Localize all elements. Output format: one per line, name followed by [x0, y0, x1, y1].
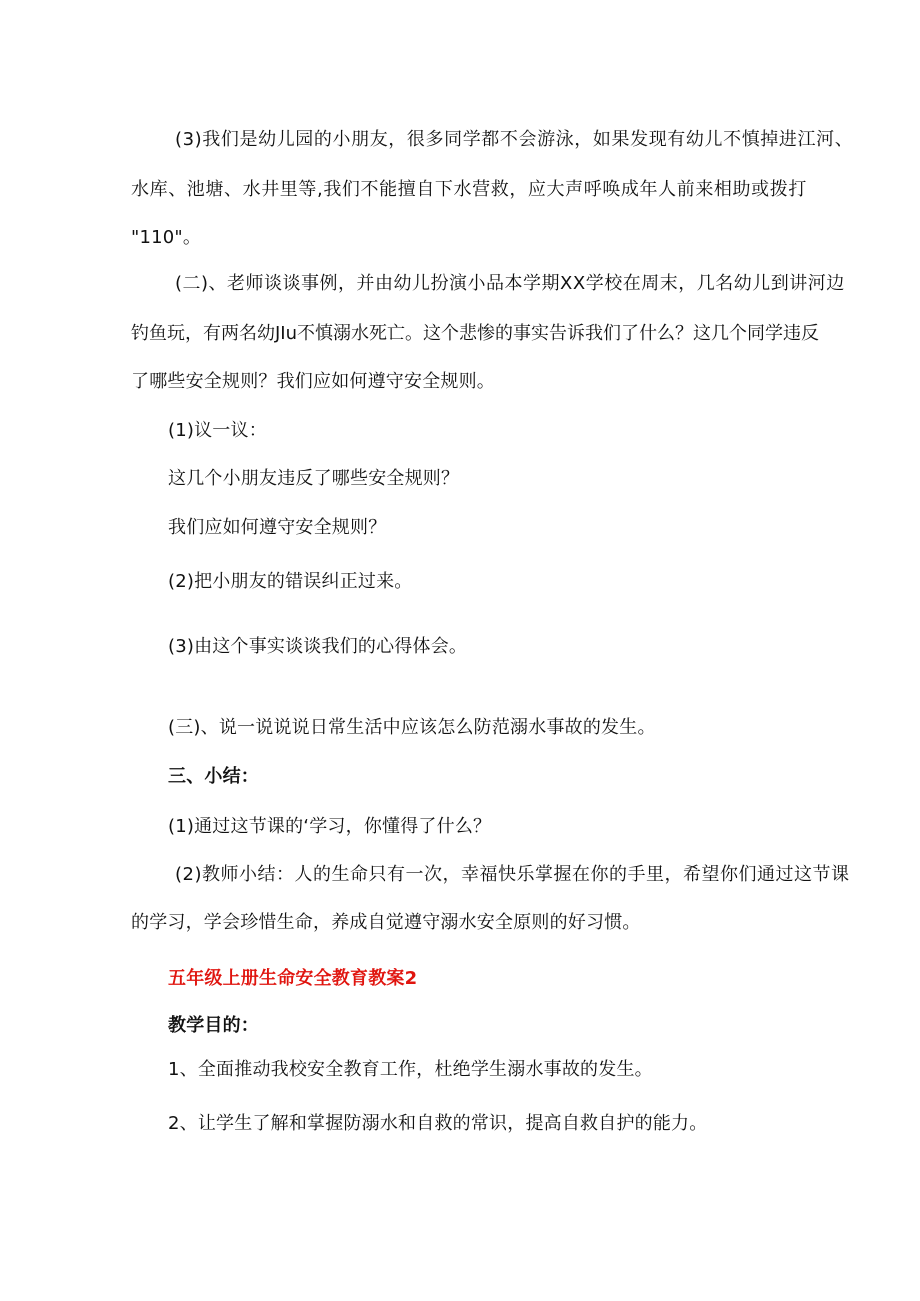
paragraph-line: (2)教师小结：人的生命只有一次，幸福快乐掌握在你的手里，希望你们通过这节课: [175, 864, 850, 885]
paragraph-line: 了哪些安全规则？我们应如何遵守安全规则。: [131, 371, 495, 392]
paragraph-line: 钓鱼玩，有两名幼JIu不慎溺水死亡。这个悲惨的事实告诉我们了什么？这几个同学违反: [131, 323, 820, 344]
paragraph-line: (3)我们是幼儿园的小朋友，很多同学都不会游泳，如果发现有幼儿不慎掉进江河、: [175, 129, 854, 150]
paragraph-line: (三)、说一说说说日常生活中应该怎么防范溺水事故的发生。: [168, 717, 656, 738]
paragraph-line: (2)把小朋友的错误纠正过来。: [168, 571, 413, 592]
paragraph-line: (1)通过这节课的‘学习，你懂得了什么？: [168, 816, 492, 837]
document-title: 五年级上册生命安全教育教案2: [168, 968, 418, 989]
paragraph-line: (二)、老师谈谈事例，并由幼儿扮演小品本学期XX学校在周末，几名幼儿到讲河边: [175, 273, 845, 294]
paragraph-line: 我们应如何遵守安全规则？: [168, 517, 387, 538]
paragraph-line: (1)议一议：: [168, 420, 267, 441]
paragraph-line: "110"。: [131, 227, 202, 248]
paragraph-line: 这几个小朋友违反了哪些安全规则？: [168, 468, 460, 489]
paragraph-line: 1、全面推动我校安全教育工作，杜绝学生溺水事故的发生。: [168, 1059, 653, 1080]
paragraph-line: (3)由这个事实谈谈我们的心得体会。: [168, 636, 468, 657]
paragraph-line: 水库、池塘、水井里等,我们不能擅自下水营救，应大声呼唤成年人前来相助或拨打: [131, 179, 807, 200]
paragraph-line: 的学习，学会珍惜生命，养成自觉遵守溺水安全原则的好习惯。: [131, 912, 641, 933]
section-heading: 三、小结：: [168, 766, 259, 787]
paragraph-line: 2、让学生了解和掌握防溺水和自救的常识，提高自救自护的能力。: [168, 1113, 708, 1134]
section-heading: 教学目的：: [168, 1015, 259, 1036]
